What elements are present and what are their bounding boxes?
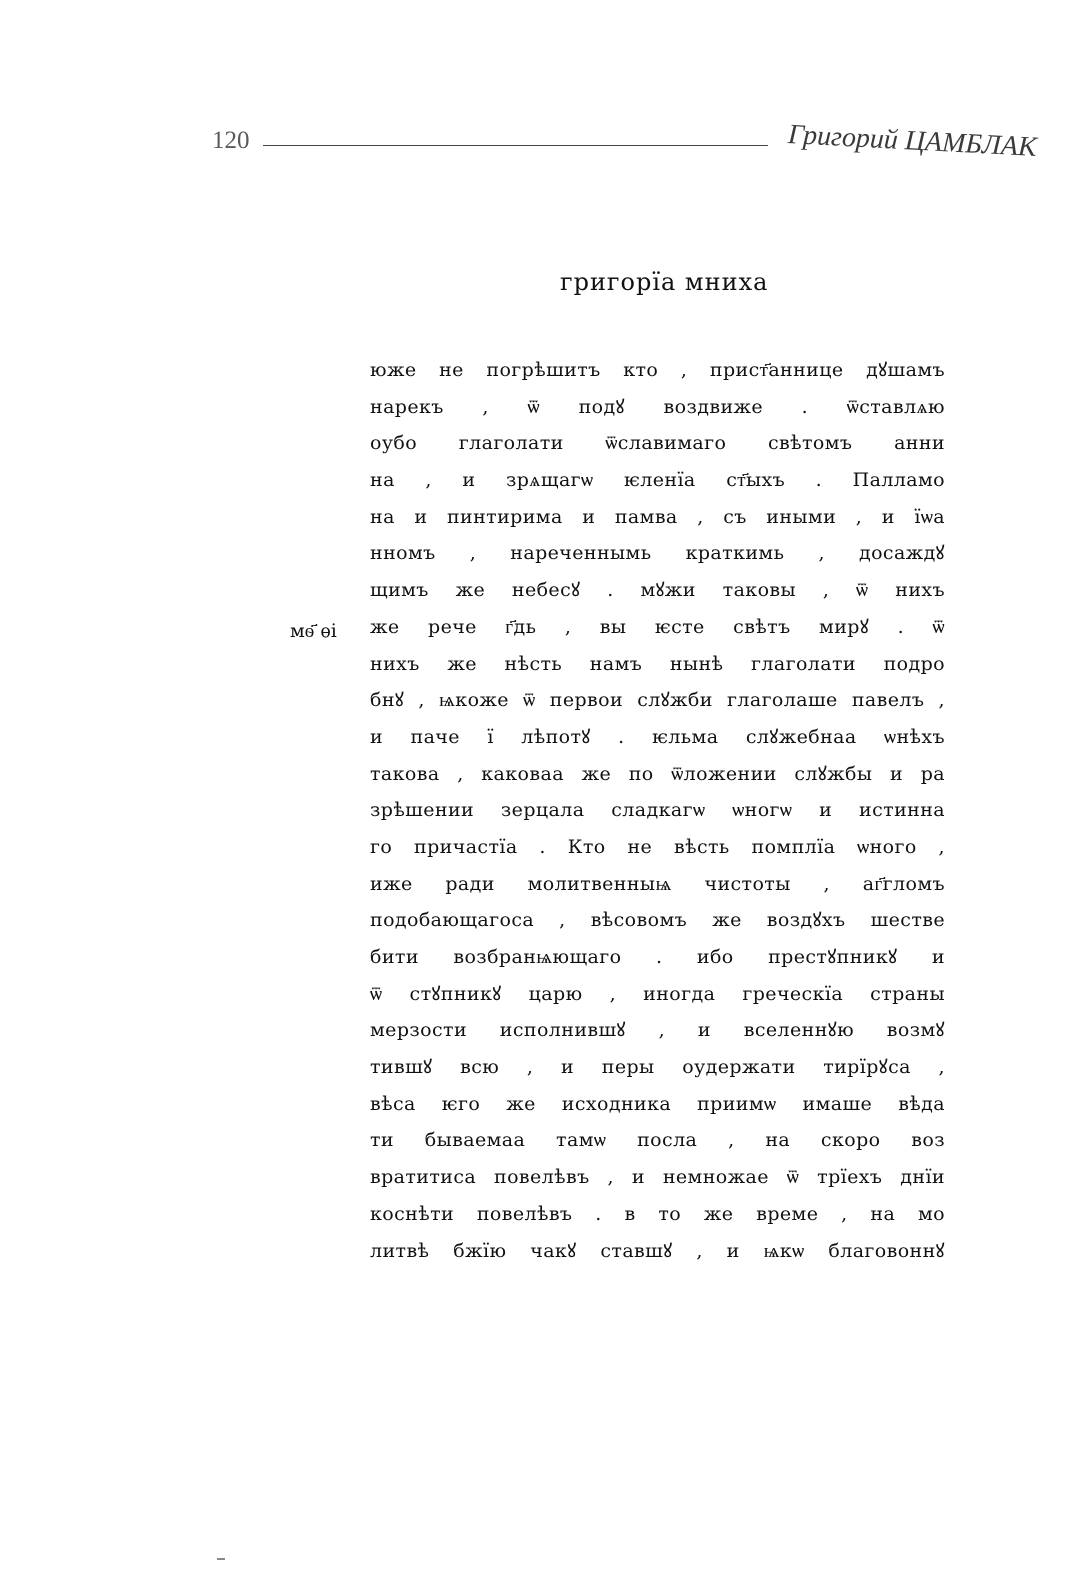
manuscript-line: щимъ же небесꙋ . мꙋжи таковы , ѿ нихъ [370, 579, 945, 602]
manuscript-line: зрѣшении зерцала сладкагѡ ѡногѡ и истинна [370, 799, 945, 822]
manuscript-line: такова , каковаа же по ѿложении слꙋжбы и ра [370, 762, 945, 785]
manuscript-text [370, 352, 945, 1269]
manuscript-line: на и пинтирима и памва , съ иными , и їѡа [370, 505, 945, 528]
manuscript-line: го причастїа . Кто не вѣсть помплїа ѡного , [370, 835, 945, 858]
manuscript-heading: григорїа мнихa [560, 268, 769, 296]
manuscript-line: иже ради молитвенныѩ чистоты , аг҃гломъ [370, 872, 945, 895]
manuscript-line: литвѣ бжїю чакꙋ ставшꙋ , и ѩкѡ благовоннꙋ [370, 1239, 945, 1262]
manuscript-line: нихъ же нѣсть намъ нынѣ глаголати подро [370, 652, 945, 675]
manuscript-line: вѣса ѥго же исходника приимѡ имаше вѣда [370, 1092, 945, 1115]
manuscript-line: же рече г҃дь , вы ѥсте свѣтъ мирꙋ . ѿ [370, 615, 945, 638]
manuscript-line: ѿ стꙋпникꙋ царю , иногда греческїа страны [370, 982, 945, 1005]
manuscript-line: и паче ї лѣпотꙋ . ѥльма слꙋжебнаа ѡнѣхъ [370, 725, 945, 748]
manuscript-line: нарекъ , ѿ подꙋ воздвиже . ѿставлѧю [370, 395, 945, 418]
manuscript-line: на , и зрѧщагѡ ѥленїа ст҃ыхъ . Палламо [370, 469, 945, 492]
manuscript-line: бнꙋ , ѩкоже ѿ первои слꙋжби глаголаше павелъ , [370, 689, 945, 712]
manuscript-line: коснѣти повелѣвъ . в то же време , на мо [370, 1202, 945, 1225]
page-edge-mark [217, 1558, 225, 1560]
manuscript-line: ти бываемаа тамѡ посла , на скоро воз [370, 1129, 945, 1152]
running-title: Григорий ЦАМБЛАК [787, 119, 1038, 164]
manuscript-line: подобающагоса , вѣсовомъ же воздꙋхъ шестве [370, 909, 945, 932]
manuscript-line: мерзости исполнившꙋ , и вселеннꙋю возмꙋ [370, 1019, 945, 1042]
manuscript-line: вратитиса повелѣвъ , и немножае ѿ трїехъ днїи [370, 1166, 945, 1189]
manuscript-line: тившꙋ всю , и перы оудержати тирїрꙋса , [370, 1056, 945, 1079]
margin-note: мѳ҃ ѳі [290, 620, 337, 642]
manuscript-line: юже не погрѣшитъ кто , прист҃аннице дꙋшамъ [370, 359, 945, 381]
manuscript-line: оубо глаголати ѿславимаго свѣтомъ анни [370, 432, 945, 455]
page-number: 120 [212, 127, 250, 154]
manuscript-line: нномъ , нареченнымь краткимь , досаждꙋ [370, 542, 945, 565]
manuscript-line: бити возбранѩющаго . ибо престꙋпникꙋ и [370, 946, 945, 968]
